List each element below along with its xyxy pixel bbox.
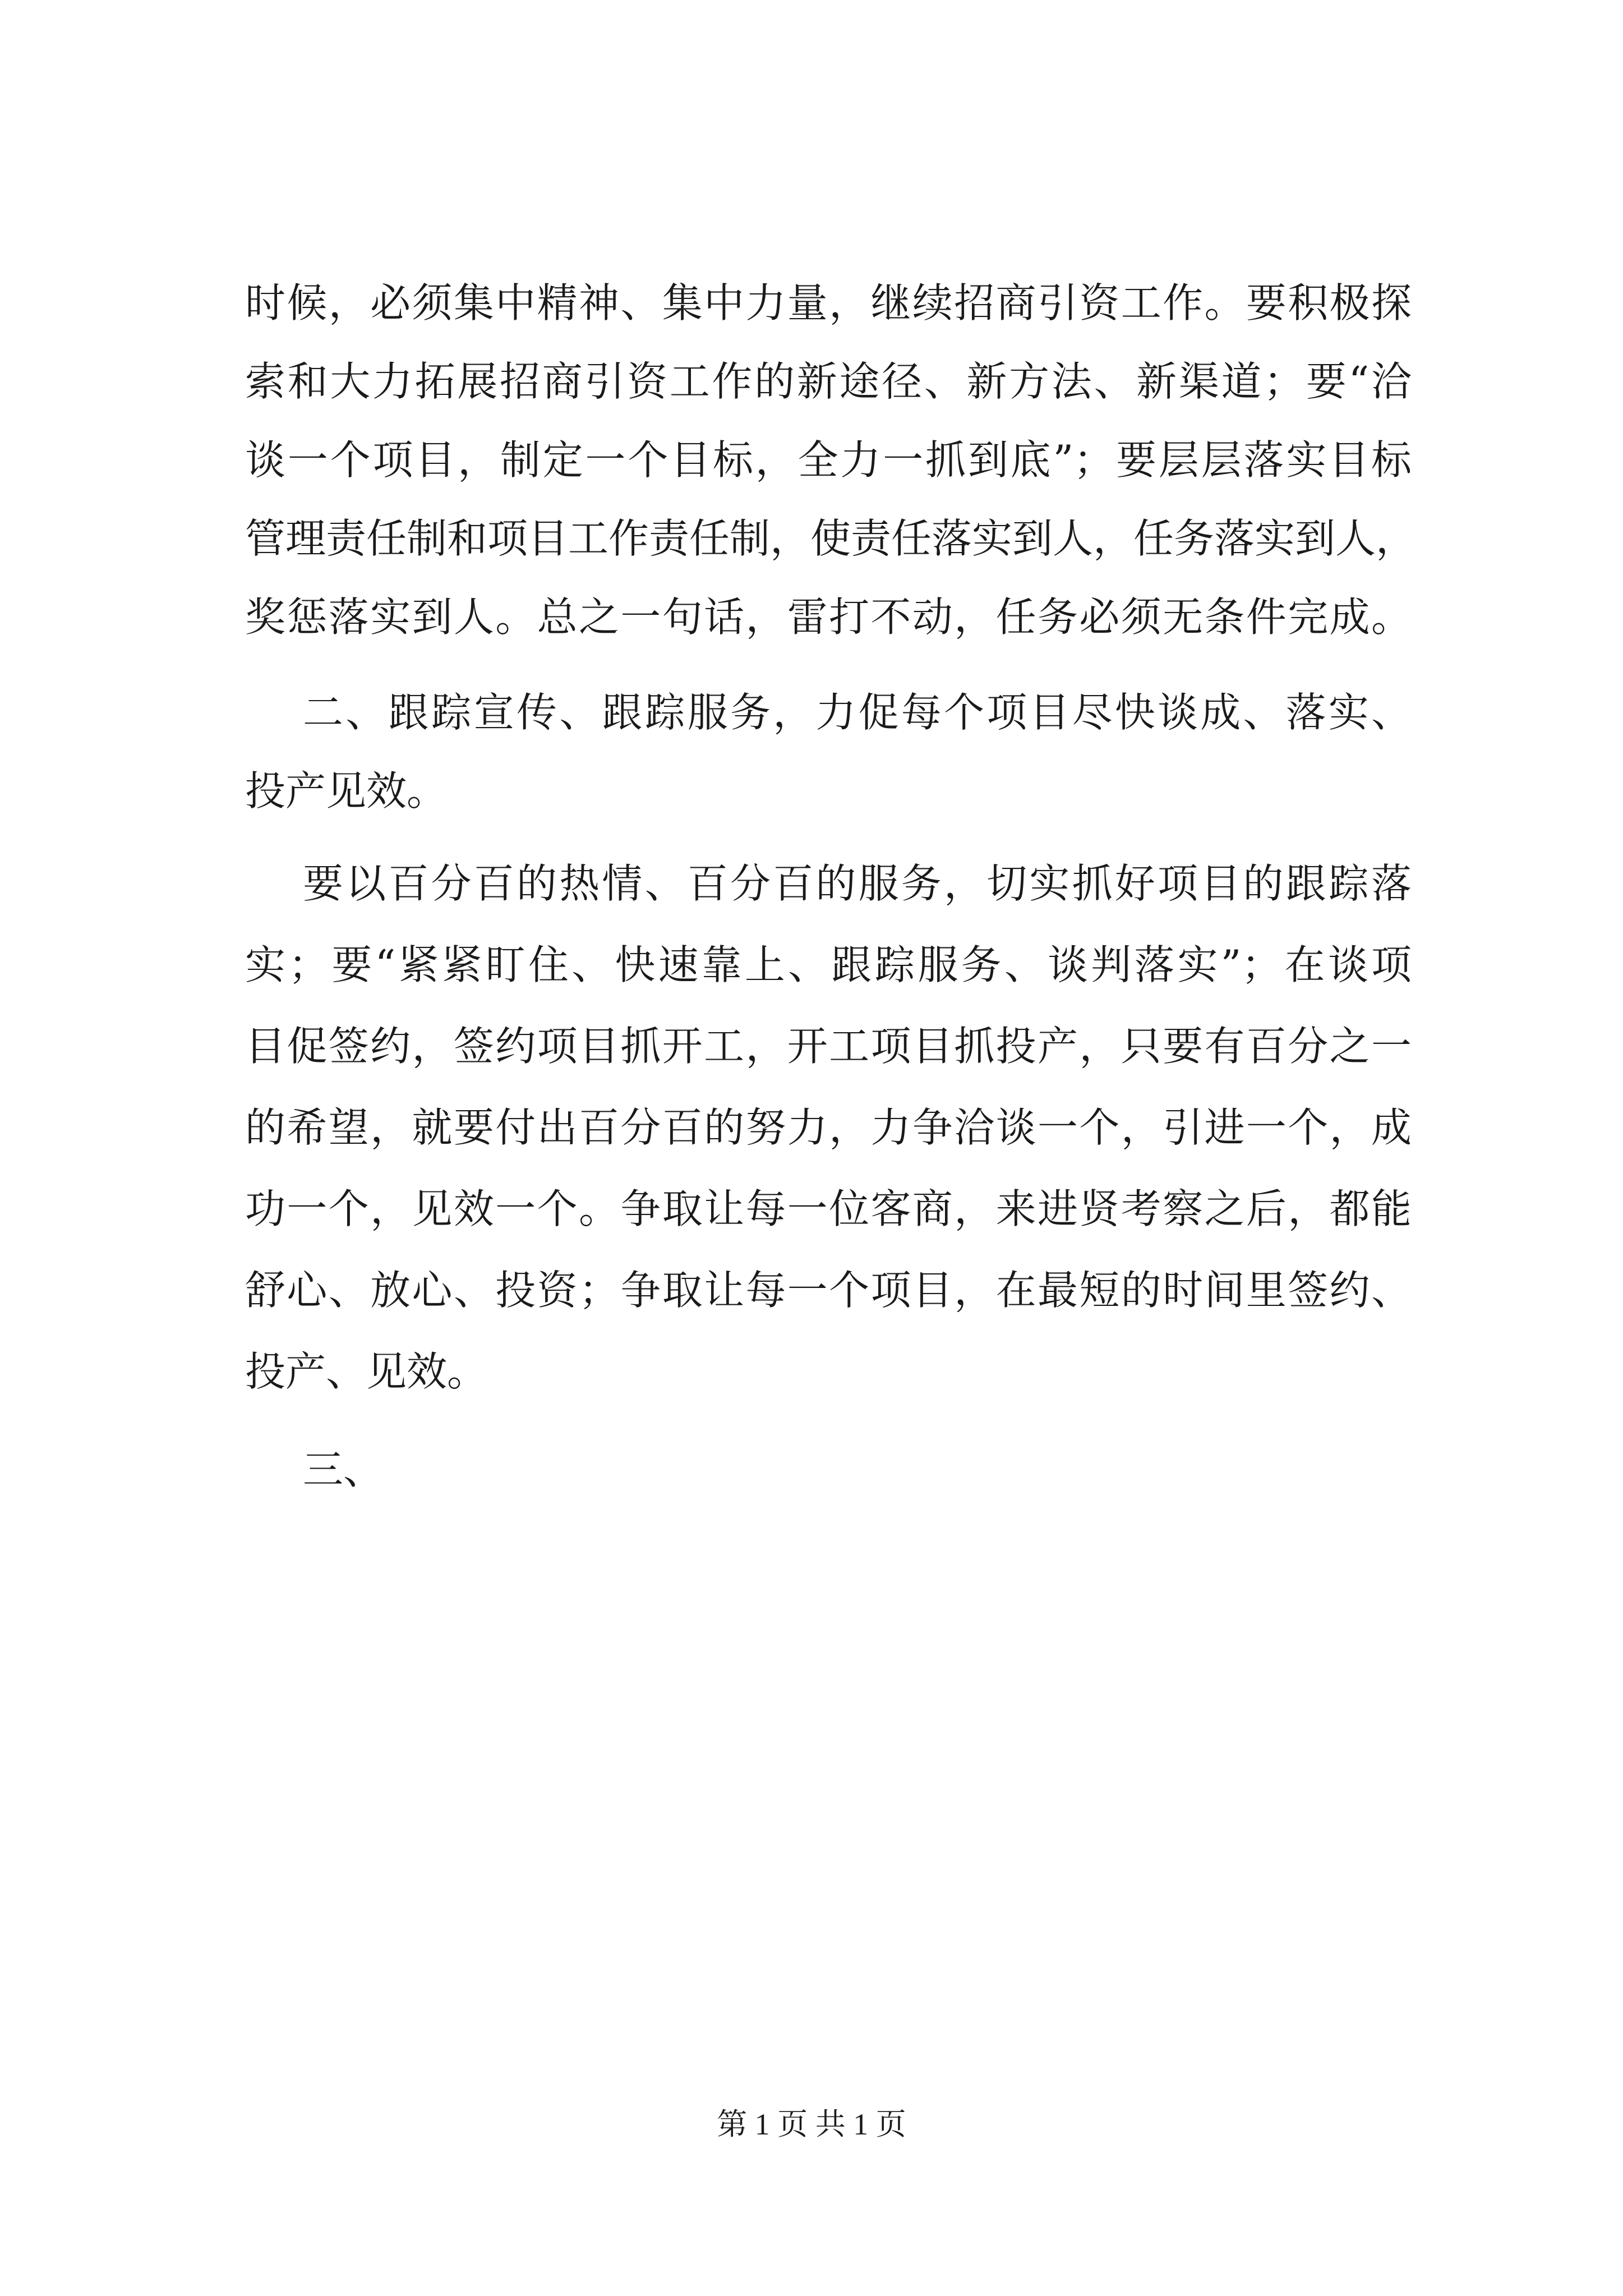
section-heading-line: 二、跟踪宣传、跟踪服务，力促每个项目尽快谈成、落实、 [303,689,1412,736]
paragraph-line: 管理责任制和项目工作责任制，使责任落实到人，任务落实到人， [245,515,1417,562]
paragraph-line: 要以百分百的热情、百分百的服务，切实抓好项目的跟踪落 [303,860,1412,907]
paragraph-line: 索和大力拓展招商引资工作的新途径、新方法、新渠道；要“洽 [245,358,1412,405]
paragraph-line: 舒心、放心、投资；争取让每一个项目，在最短的时间里签约、 [245,1267,1412,1314]
section-heading-line: 三、 [303,1446,384,1493]
paragraph-line: 谈一个项目，制定一个目标，全力一抓到底”；要层层落实目标 [245,436,1412,484]
paragraph-line: 时候，必须集中精神、集中力量，继续招商引资工作。要积极探 [245,279,1412,326]
paragraph-line: 奖惩落实到人。总之一句话，雷打不动，任务必须无条件完成。 [245,593,1412,641]
section-heading-line: 投产见效。 [245,767,448,815]
page-footer: 第 1 页 共 1 页 [717,2108,906,2141]
paragraph-line: 功一个，见效一个。争取让每一位客商，来进贤考察之后，都能 [245,1185,1412,1232]
paragraph-line: 投产、见效。 [245,1348,488,1395]
paragraph-line: 的希望，就要付出百分百的努力，力争洽谈一个，引进一个，成 [245,1104,1412,1151]
paragraph-line: 目促签约，签约项目抓开工，开工项目抓投产，只要有百分之一 [245,1023,1412,1070]
paragraph-line: 实；要“紧紧盯住、快速靠上、跟踪服务、谈判落实”；在谈项 [245,941,1412,988]
